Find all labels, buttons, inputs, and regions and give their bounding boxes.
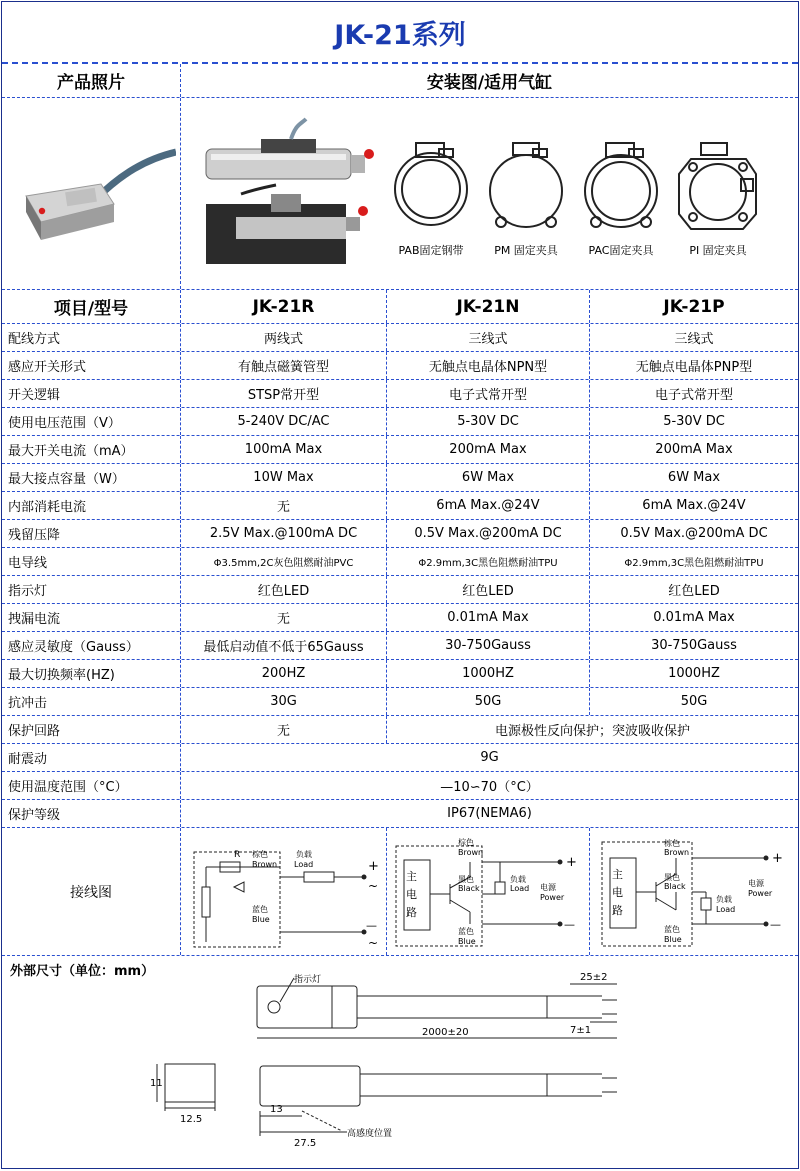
spec-value-r: STSP常开型 [181,380,387,407]
spec-label: 配线方式 [2,324,181,351]
spec-header-row [2,290,798,324]
svg-text:电: 电 [612,885,623,899]
wiring-diagram-p [590,828,798,955]
svg-text:黑色: 黑色 [664,872,680,882]
spec-value: IP67(NEMA6) [447,806,532,821]
spec-label: 残留压降 [2,520,181,547]
svg-text:蓝色: 蓝色 [664,924,680,934]
svg-text:电源: 电源 [748,878,764,888]
spec-value-p: 0.5V Max.@200mA DC [620,526,768,541]
spec-value-n: 0.5V Max.@200mA DC [387,520,590,547]
mount-label-pac: PAC固定夹具 [588,243,654,257]
spec-value-n: 无触点电晶体NPN型 [387,352,590,379]
spec-label: 指示灯 [2,576,181,603]
spec-label: 电导线 [2,548,181,575]
spec-row [2,380,798,408]
mount-label-pm: PM 固定夹具 [494,243,558,257]
spec-value-n: 6W Max [387,464,590,491]
spec-row-vibration [2,744,798,772]
svg-text:黑色: 黑色 [458,874,474,884]
svg-text:棕色: 棕色 [458,837,474,847]
svg-text:Brown: Brown [458,847,484,857]
spec-row-ip [2,800,798,828]
spec-value-n: 30-750Gauss [387,632,590,659]
spec-value-p: 0.01mA Max [653,610,735,625]
spec-label: 抗冲击 [2,688,181,715]
svg-text:+: + [566,854,577,870]
spec-row [2,408,798,436]
svg-text:Brown: Brown [664,847,690,857]
spec-label: 最大开关电流（mA） [2,436,181,463]
col-item: 项目/型号 [2,290,181,323]
spec-value-r: 5-240V DC/AC [181,408,387,435]
col-jk21p: JK-21P [663,296,725,317]
svg-text:路: 路 [406,905,417,919]
spec-value-n: 50G [387,688,590,715]
spec-value-p: 1000HZ [668,666,720,681]
spec-value-n: 1000HZ [387,660,590,687]
svg-text:—: — [365,918,377,932]
spec-row [2,436,798,464]
svg-text:电: 电 [406,887,417,901]
wiring-label: 接线图 [2,828,181,955]
svg-text:棕色: 棕色 [664,838,680,848]
dimensions-section [2,956,798,1166]
spec-value-n: 三线式 [387,324,590,351]
spec-row [2,576,798,604]
spec-row [2,464,798,492]
spec-value-p: 6W Max [667,470,721,485]
spec-label: 使用电压范围（V） [2,408,181,435]
svg-text:Blue: Blue [458,936,476,946]
led-icon [39,207,45,213]
spec-value-r: 30G [181,688,387,715]
spec-value-r: 2.5V Max.@100mA DC [181,520,387,547]
spec-value-r: 红色LED [181,576,387,603]
spec-value-p: 电子式常开型 [654,388,733,403]
svg-text:R: R [233,849,240,860]
spec-value-r: Φ3.5mm,2C灰色阻燃耐油PVC [181,548,387,575]
wiring-diagram-r [181,828,387,955]
spec-label: 最大接点容量（W） [2,464,181,491]
spec-label: 保护回路 [2,716,181,743]
svg-text:+: + [367,858,379,874]
spec-value-r: 100mA Max [181,436,387,463]
spec-label: 感应灵敏度（Gauss） [2,632,181,659]
spec-row [2,324,798,352]
svg-text:棕色: 棕色 [251,849,268,859]
spec-value-p: 50G [680,694,708,709]
spec-label: 最大切换频率(HZ) [2,660,181,687]
spec-value-np: 电源极性反向保护；突波吸收保护 [494,724,690,739]
spec-row [2,660,798,688]
spec-value-n: 6mA Max.@24V [387,492,590,519]
spec-value-p: 三线式 [674,332,714,347]
spec-value-n: 5-30V DC [387,408,590,435]
dim-27-5: 27.5 [294,1138,317,1149]
svg-text:—: — [770,917,781,931]
svg-text:Black: Black [664,881,686,891]
datasheet [1,1,799,1169]
product-photo [2,98,181,289]
svg-text:路: 路 [612,903,623,917]
indicator-label: 指示灯 [294,975,322,985]
install-image [181,99,796,289]
wiring-row [2,828,798,956]
spec-table-body [2,324,798,716]
svg-text:Load: Load [293,859,313,869]
spec-value-p: 200mA Max [655,442,733,457]
photo-header: 产品照片 [2,64,181,97]
sensing-position-label: 高感度位置 [347,1129,393,1139]
spec-row [2,632,798,660]
spec-value-n: Φ2.9mm,3C黑色阻燃耐油TPU [387,548,590,575]
dim-12-5: 12.5 [180,1114,203,1125]
spec-label: 使用温度范围（°C） [2,772,181,799]
spec-row-protection [2,716,798,744]
spec-value-r: 10W Max [181,464,387,491]
spec-value-r: 两线式 [181,324,387,351]
spec-value-r: 无 [181,716,387,743]
svg-text:主: 主 [612,867,623,881]
install-header: 安装图/适用气缸 [426,73,553,93]
spec-label: 耐震动 [2,744,181,771]
spec-value: 9G [480,750,499,765]
spec-row [2,604,798,632]
spec-value-p: 红色LED [668,584,720,599]
svg-text:~: ~ [367,878,378,893]
dimensions-drawing [2,956,798,1161]
spec-value-n: 红色LED [387,576,590,603]
spec-row [2,352,798,380]
spec-row [2,492,798,520]
dim-25: 25±2 [580,972,608,983]
install-drawings [181,98,798,289]
svg-text:Load: Load [510,883,530,893]
spec-value-p: 30-750Gauss [651,638,737,653]
svg-text:~: ~ [367,935,378,950]
svg-text:Power: Power [540,892,565,902]
spec-value-p: 无触点电晶体PNP型 [635,360,753,375]
svg-text:主: 主 [406,869,417,883]
svg-text:Brown: Brown [251,859,277,869]
svg-text:Load: Load [716,904,736,914]
sensor-photo-image [6,104,176,284]
svg-text:Blue: Blue [251,914,270,924]
spec-value-n: 200mA Max [387,436,590,463]
spec-label: 开关逻辑 [2,380,181,407]
spec-row [2,688,798,716]
col-jk21n: JK-21N [387,290,590,323]
spec-row [2,520,798,548]
page-title: JK-21系列 [2,2,798,64]
svg-text:蓝色: 蓝色 [458,926,474,936]
spec-value-r: 200HZ [181,660,387,687]
svg-text:Blue: Blue [664,934,682,944]
svg-text:—: — [564,917,575,931]
spec-value-p: Φ2.9mm,3C黑色阻燃耐油TPU [624,558,764,569]
spec-label: 感应开关形式 [2,352,181,379]
svg-text:电源: 电源 [540,882,556,892]
spec-value-r: 无 [181,604,387,631]
images-row [2,98,798,290]
svg-text:负载: 负载 [295,849,312,859]
spec-row [2,548,798,576]
dim-11: 11 [150,1078,163,1089]
spec-value-r: 有触点磁簧管型 [181,352,387,379]
mount-label-pab: PAB固定钢带 [398,243,464,257]
dimensions-title: 外部尺寸（单位：mm） [10,964,155,979]
spec-value-p: 6mA Max.@24V [642,498,746,513]
col-jk21r: JK-21R [181,290,387,323]
spec-value: —10∽70（°C） [440,780,539,795]
spec-value-p: 5-30V DC [663,414,725,429]
svg-text:蓝色: 蓝色 [251,904,268,914]
spec-label: 保护等级 [2,800,181,827]
spec-value-n: 电子式常开型 [387,380,590,407]
svg-text:+: + [772,850,783,866]
spec-value-r: 无 [181,492,387,519]
dim-13: 13 [270,1104,283,1115]
photo-header-row [2,64,798,98]
mount-label-pi: PI 固定夹具 [689,243,747,257]
svg-text:负载: 负载 [716,894,732,904]
spec-label: 内部消耗电流 [2,492,181,519]
spec-row-temperature [2,772,798,800]
svg-text:Power: Power [748,888,773,898]
spec-value-r: 最低启动值不低于65Gauss [181,632,387,659]
svg-text:负载: 负载 [510,874,526,884]
dim-7: 7±1 [570,1025,592,1036]
spec-label: 拽漏电流 [2,604,181,631]
dim-2000: 2000±20 [422,1027,469,1038]
wiring-diagram-n [387,828,590,955]
svg-text:Black: Black [458,883,480,893]
spec-value-n: 0.01mA Max [387,604,590,631]
